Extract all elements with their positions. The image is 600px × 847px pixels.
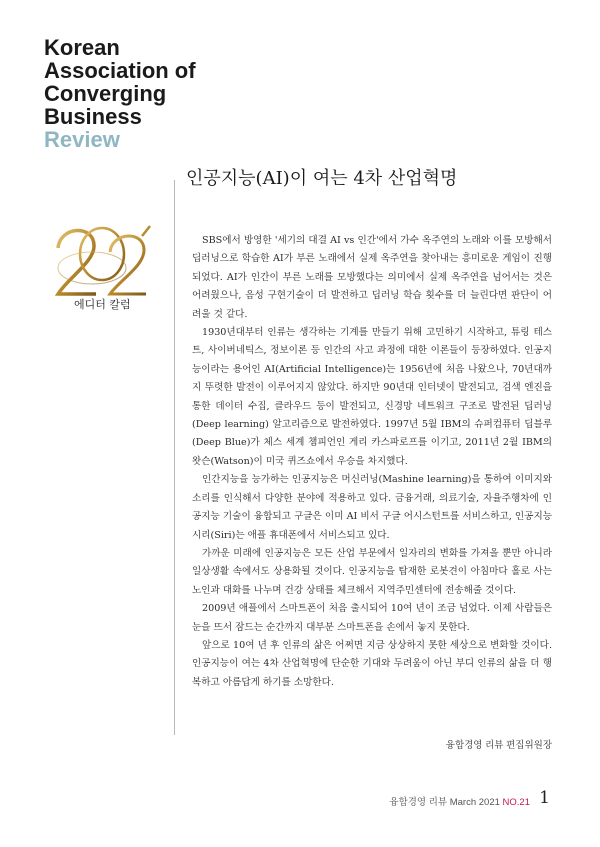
- article-paragraph: SBS에서 방영한 '세기의 대결 AI vs 인간'에서 가수 옥주연의 노래와 이를 모방해서 딥러닝으로 학습한 AI가 부른 노래에서 실제 옥주연을 찾아내는 흥미로운 게임이 진행되었다. AI가 인간이 부른 노래를 모방했다는 의미에서 실제 옥주연을 넘어서는 것은 어려웠으나, 음성 구현기술이 더 발전하고 딥러닝 학습 횟수를 더 늘린다면 판단이 어려울 것 같다.: [192, 235, 552, 320]
- brand-line: Korean: [44, 35, 120, 60]
- brand-line: Association of: [44, 58, 196, 83]
- article-paragraph: 가까운 미래에 인공지능은 모든 산업 부문에서 일자리의 변화를 가져올 뿐만 아니라 일상생활 속에서도 상용화될 것이다. 인공지능을 탑재한 로봇견이 아침마다 홀로 사는 노인과 대화를 나누며 건강 상태를 체크해서 지역주민센터에 전송해줄 것이다.: [192, 547, 552, 596]
- brand-line: Converging: [44, 81, 167, 106]
- page-number: 1: [539, 788, 550, 808]
- article-body: [192, 232, 552, 692]
- year-emblem-logo: [50, 218, 160, 308]
- vertical-divider: [174, 180, 175, 735]
- footer-issue: NO.21: [502, 797, 530, 808]
- article-paragraph: 1930년대부터 인류는 생각하는 기계를 만들기 위해 고민하기 시작하고, 튜링 테스트, 사이버네틱스, 정보이론 등 인간의 사고 과정에 대한 이론들이 등장하였다. 인공지능이라는 용어인 AI(Artificial Intelligence)는 1956년에 처음 나왔으나, 70년대까지 뚜렷한 발전이 이루어지지 않았다. 하지만 90년대 인터넷이 발전되고, 검색 엔진을 통한 데이터 수집, 클라우드 등이 발전되고, 신경망 네트워크 구조로 발전된 딥러닝(Deep learning) 알고리즘으로 발전하였다. 1997년 5월 IBM의 슈퍼컴퓨터 딥블루(Deep Blue)가 체스 세계 챔피언인 게리 카스파로프를 이기고, 2011년 2월 IBM의 왓슨(Watson)이 미국 퀴즈쇼에서 우승을 차지했다.: [192, 327, 552, 467]
- journal-brand: [44, 36, 196, 151]
- article-paragraph: 앞으로 10여 년 후 인류의 삶은 어쩌면 지금 상상하지 못한 세상으로 변화할 것이다. 인공지능이 여는 4차 산업혁명에 단순한 기대와 두려움이 아닌 부디 인류의 삶을 더 행복하고 아름답게 하기를 소망한다.: [192, 639, 552, 688]
- article-paragraph: 인간지능을 능가하는 인공지능은 머신러닝(Mashine learning)을 통하여 이미지와 소리를 인식해서 다양한 분야에 적용하고 있다. 금융거래, 의료기술, 자율주행차에 인공지능 기술이 융합되고 구글은 이미 AI 비서 구글 어시스턴트를 서비스하고, 인공지능 시리(Siri)는 애플 휴대폰에서 서비스되고 있다.: [192, 474, 552, 541]
- author-signature: 융합경영 리뷰 편집위원장: [445, 740, 552, 751]
- brand-line-review: Review: [44, 127, 120, 152]
- brand-line: Business: [44, 104, 142, 129]
- emblem-caption: 에디터 칼럼: [74, 298, 131, 311]
- article-paragraph: 2009년 애플에서 스마트폰이 처음 출시되어 10여 년이 조금 넘었다. 이제 사람들은 눈을 뜨서 잠드는 순간까지 대부분 스마트폰을 손에서 놓지 못한다.: [192, 603, 552, 633]
- footer-date: March 2021: [449, 797, 500, 808]
- page-footer: [389, 794, 530, 808]
- footer-journal: 융합경영 리뷰: [389, 797, 448, 808]
- article-title: 인공지능(AI)이 여는 4차 산업혁명: [186, 168, 458, 189]
